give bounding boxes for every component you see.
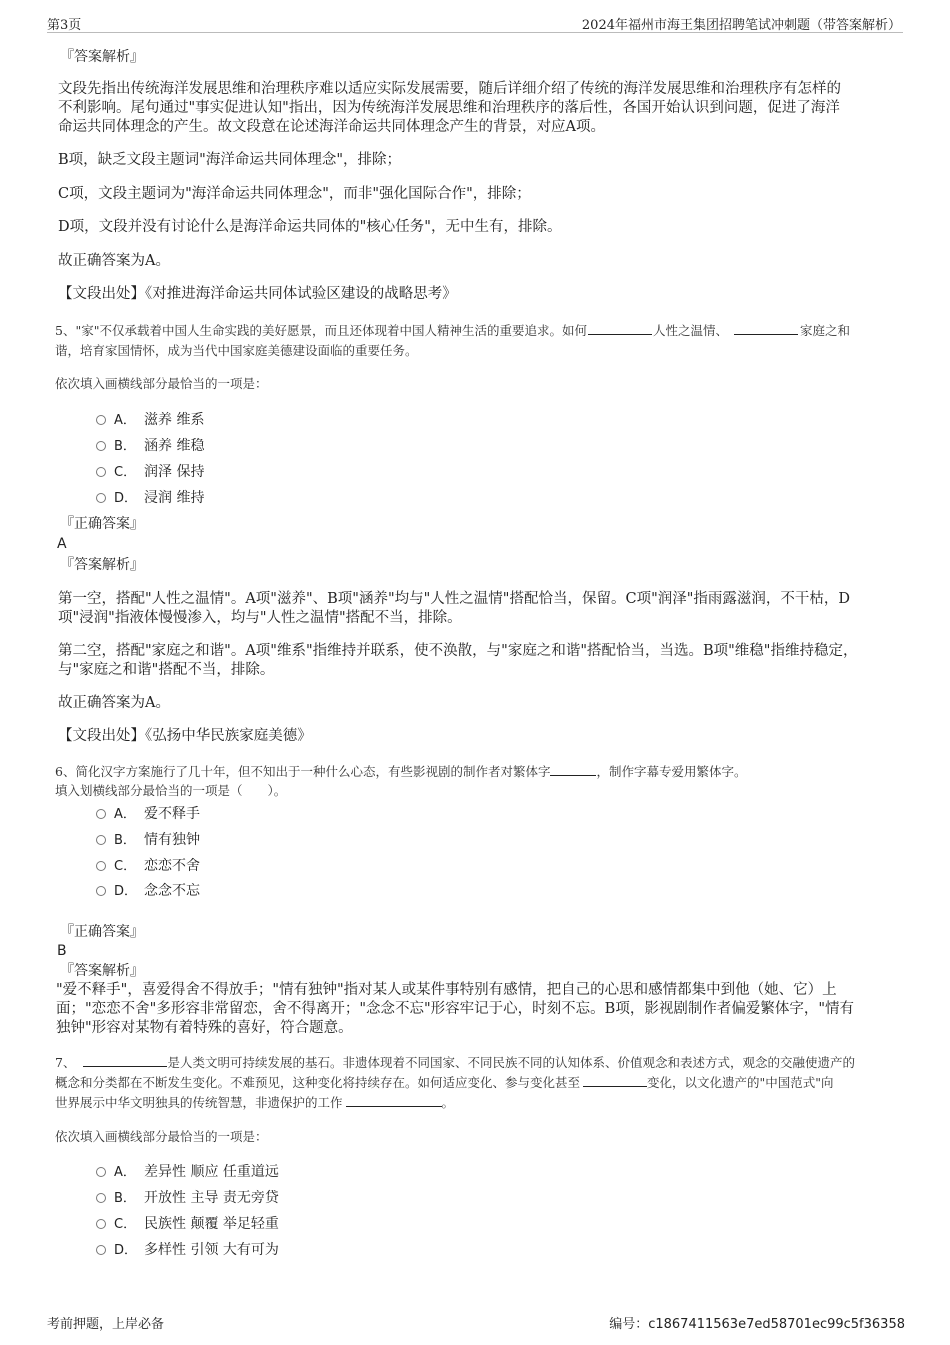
source-citation: 【文段出处】《对推进海洋命运共同体试验区建设的战略思考》 (58, 286, 457, 302)
option-b[interactable]: B． 涵养 维稳 (96, 436, 204, 457)
question-stem: 概念和分类都在不断发生变化。不难预见，这种变化将持续存在。如何适应变化、参与变化甚至 变化，以文化遗产的"中国范式"向 (55, 1075, 834, 1090)
question-prompt: 依次填入画横线部分最恰当的一项是： (55, 1129, 268, 1144)
analysis-text: 面；"恋恋不舍"多形容非常留恋，舍不得离开；"念念不忘"形容牢记于心，时刻不忘。B项，影视剧制作者偏爱繁体字，"情有 (56, 1001, 854, 1017)
radio-icon[interactable] (96, 1167, 106, 1177)
source-citation: 【文段出处】《弘扬中华民族家庭美德》 (58, 728, 312, 744)
radio-icon[interactable] (96, 1245, 106, 1255)
analysis-text: 项"浸润"指液体慢慢渗入，均与"人性之温情"搭配不当，排除。 (58, 610, 462, 626)
radio-icon[interactable] (96, 467, 106, 477)
analysis-text: 与"家庭之和谐"搭配不当，排除。 (58, 662, 275, 678)
radio-icon[interactable] (96, 809, 106, 819)
question-stem: 谐，培育家国情怀，成为当代中国家庭美德建设面临的重要任务。 (55, 343, 418, 358)
option-b[interactable]: B． 开放性 主导 责无旁贷 (96, 1188, 279, 1209)
analysis-text: 不利影响。尾句通过"事实促进认知"指出，因为传统海洋发展思维和治理秩序的落后性，各国开始认识到问题，促进了海洋 (58, 100, 840, 116)
page-footer (47, 1311, 905, 1333)
option-b[interactable]: B． 情有独钟 (96, 830, 200, 851)
radio-icon[interactable] (96, 861, 106, 871)
radio-icon[interactable] (96, 441, 106, 451)
question-prompt: 填入划横线部分最恰当的一项是（ ）。 (55, 783, 287, 798)
page-number: 第3页 (47, 18, 82, 33)
document-title: 2024年福州市海王集团招聘笔试冲刺题（带答案解析） (581, 18, 901, 33)
question-stem: 5、"家"不仅承载着中国人生命实践的美好愿景，而且还体现着中国人精神生活的重要追求。如何 人性之温情、 家庭之和 (55, 323, 850, 338)
option-d[interactable]: D． 念念不忘 (96, 881, 200, 902)
question-stem: 7、 是人类文明可持续发展的基石。非遗体现着不同国家、不同民族不同的认知体系、价值观念和表述方式，观念的交融使遗产的 (55, 1055, 855, 1070)
radio-icon[interactable] (96, 835, 106, 845)
analysis-text: "爱不释手"，喜爱得舍不得放手；"情有独钟"指对某人或某件事特别有感情，把自己的心思和感情都集中到他（她、它）上 (56, 982, 837, 998)
option-d[interactable]: D． 多样性 引领 大有可为 (96, 1240, 279, 1261)
fill-blank (550, 763, 596, 776)
question-stem: 世界展示中华文明独具的传统智慧，非遗保护的工作 。 (55, 1095, 455, 1110)
analysis-text: 第一空，搭配"人性之温情"。A项"滋养"、B项"涵养"均与"人性之温情"搭配恰当，保留。C项"润泽"指雨露滋润，不干枯，D (58, 591, 851, 607)
radio-icon[interactable] (96, 415, 106, 425)
correct-answer-label: 『正确答案』 (60, 516, 144, 532)
analysis-text: 第二空，搭配"家庭之和谐"。A项"维系"指维持并联系，使不涣散，与"家庭之和谐"搭配恰当，当选。B项"维稳"指维持稳定， (58, 643, 858, 659)
conclusion: 故正确答案为A。 (58, 695, 170, 711)
analysis-text: B项，缺乏文段主题词"海洋命运共同体理念"，排除； (58, 152, 401, 168)
correct-answer: B (57, 943, 67, 959)
analysis-text: D项，文段并没有讨论什么是海洋命运共同体的"核心任务"，无中生有，排除。 (58, 219, 562, 235)
fill-blank (588, 322, 652, 335)
analysis-label: 『答案解析』 (60, 49, 144, 65)
analysis-text: 文段先指出传统海洋发展思维和治理秩序难以适应实际发展需要，随后详细介绍了传统的海洋发展思维和治理秩序有怎样的 (58, 81, 841, 97)
radio-icon[interactable] (96, 886, 106, 896)
analysis-label: 『答案解析』 (60, 557, 144, 573)
footer-slogan: 考前押题，上岸必备 (47, 1317, 165, 1332)
radio-icon[interactable] (96, 1219, 106, 1229)
question-prompt: 依次填入画横线部分最恰当的一项是： (55, 376, 268, 391)
fill-blank (83, 1054, 167, 1067)
page-header (47, 12, 903, 33)
correct-answer: A (57, 536, 67, 552)
analysis-text: 独钟"形容对某物有着特殊的喜好，符合题意。 (56, 1020, 353, 1036)
option-d[interactable]: D． 浸润 维持 (96, 488, 204, 509)
correct-answer-label: 『正确答案』 (60, 924, 144, 940)
option-a[interactable]: A． 爱不释手 (96, 804, 200, 825)
option-a[interactable]: A． 滋养 维系 (96, 410, 204, 431)
fill-blank (346, 1094, 442, 1107)
analysis-text: C项，文段主题词为"海洋命运共同体理念"，而非"强化国际合作"，排除； (58, 186, 531, 202)
fill-blank (583, 1074, 647, 1087)
analysis-text: 命运共同体理念的产生。故文段意在论述海洋命运共同体理念产生的背景，对应A项。 (58, 119, 605, 135)
document-code: 编号：c1867411563e7ed58701ec99c5f36358 (609, 1317, 905, 1332)
option-c[interactable]: C． 恋恋不舍 (96, 856, 200, 877)
option-a[interactable]: A． 差异性 顺应 任重道远 (96, 1162, 279, 1183)
analysis-label: 『答案解析』 (60, 963, 144, 979)
radio-icon[interactable] (96, 1193, 106, 1203)
option-c[interactable]: C． 民族性 颠覆 举足轻重 (96, 1214, 279, 1235)
question-stem: 6、简化汉字方案施行了几十年，但不知出于一种什么心态，有些影视剧的制作者对繁体字 ，制作字幕专爱用繁体字。 (55, 764, 747, 779)
radio-icon[interactable] (96, 493, 106, 503)
option-c[interactable]: C． 润泽 保持 (96, 462, 204, 483)
conclusion: 故正确答案为A。 (58, 253, 170, 269)
fill-blank (734, 322, 798, 335)
